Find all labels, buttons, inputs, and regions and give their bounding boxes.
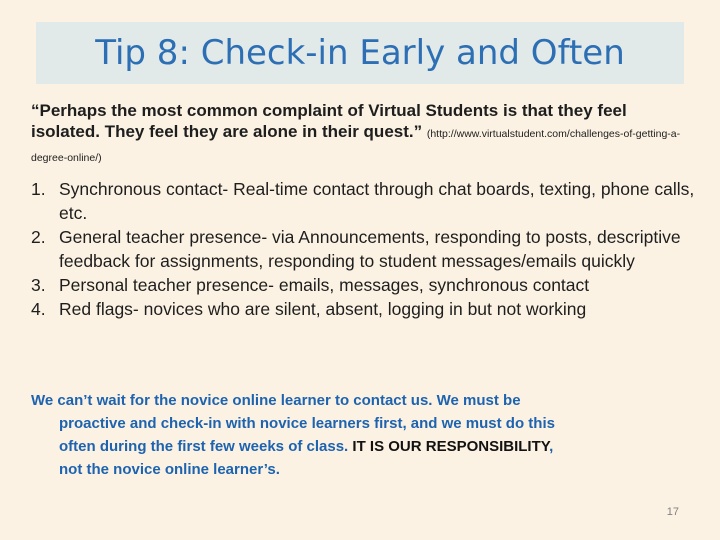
list-item bbox=[31, 297, 696, 321]
title-banner bbox=[36, 22, 684, 84]
closing-line-2: proactive and check-in with novice learners first, and we must do this bbox=[59, 415, 555, 432]
list-item-number: 4. bbox=[31, 299, 46, 319]
list-item-text: Personal teacher presence- emails, messages, synchronous contact bbox=[59, 275, 590, 295]
quote-source-url: (http://www.virtualstudent.com/challenges-of-getting-a-degree-online/) bbox=[31, 128, 681, 164]
list-item bbox=[31, 273, 696, 297]
responsibility-emphasis: IT IS OUR RESPONSIBILITY bbox=[352, 438, 550, 455]
list-item-text: General teacher presence- via Announcements, responding to posts, descriptive feedback for assignments, responding to student messages/emails quickly bbox=[59, 227, 681, 271]
slide-title: Tip 8: Check-in Early and Often bbox=[95, 33, 625, 73]
closing-line-3-comma: , bbox=[549, 438, 554, 455]
list-item bbox=[31, 177, 696, 225]
tips-list bbox=[31, 177, 696, 321]
closing-line-3 bbox=[31, 435, 696, 458]
closing-line-4: not the novice online learner’s. bbox=[59, 461, 280, 478]
list-item-number: 2. bbox=[31, 227, 46, 247]
page-number: 17 bbox=[666, 506, 679, 518]
quote-block bbox=[31, 100, 696, 169]
closing-line-1: We can’t wait for the novice online learner to contact us. We must be bbox=[31, 392, 521, 409]
list-item-text: Synchronous contact- Real-time contact through chat boards, texting, phone calls, etc. bbox=[59, 179, 695, 223]
list-item-number: 3. bbox=[31, 275, 46, 295]
quote-text: “Perhaps the most common complaint of Virtual Students is that they feel isolated. They feel they are alone in their quest.” bbox=[31, 101, 627, 141]
list-item-text: Red flags- novices who are silent, absent, logging in but not working bbox=[59, 299, 587, 319]
list-item-number: 1. bbox=[31, 179, 46, 199]
closing-line-3-text: often during the first few weeks of class. bbox=[59, 438, 353, 455]
list-item bbox=[31, 225, 696, 273]
closing-statement bbox=[31, 389, 696, 481]
